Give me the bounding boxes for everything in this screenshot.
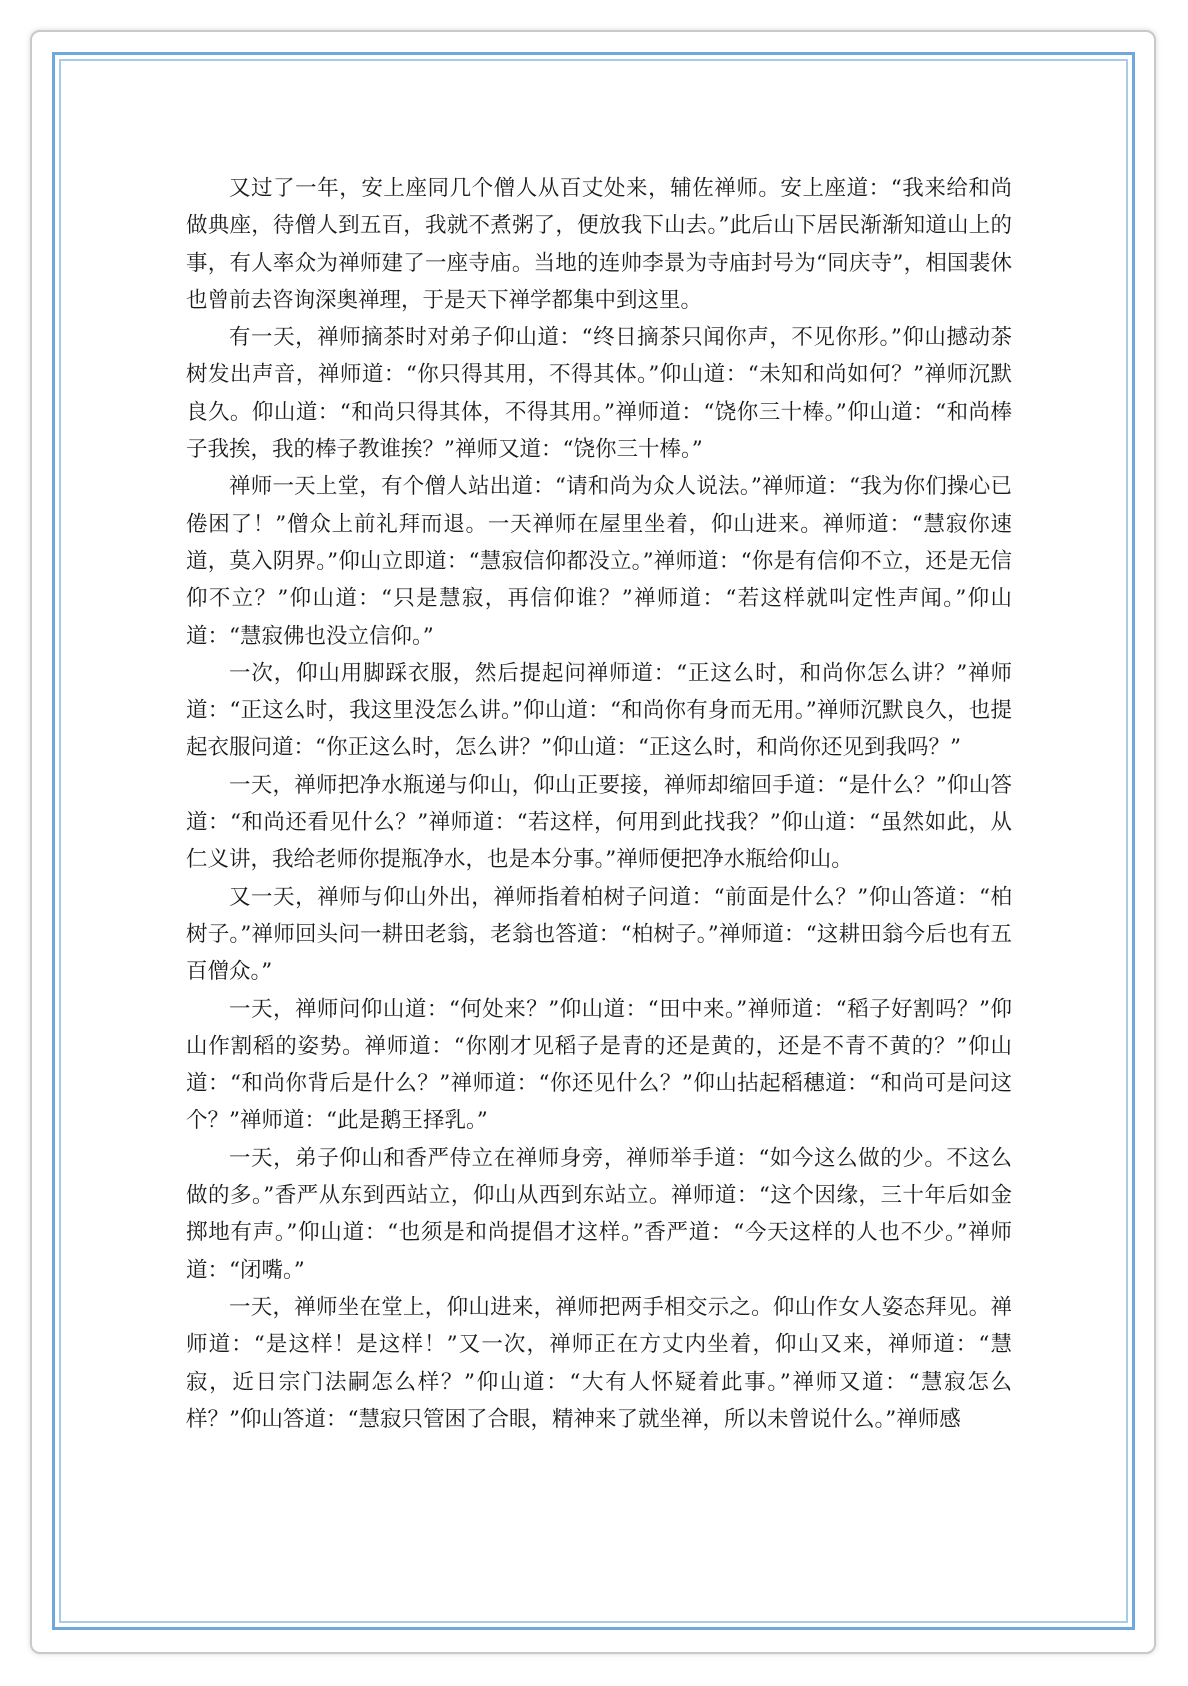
paragraph: 禅师一天上堂，有个僧人站出道：“请和尚为众人说法。”禅师道：“我为你们操心已倦困了！”僧众上前礼拜而退。一天禅师在屋里坐着，仰山进来。禅师道：“慧寂你速道，莫入阴界。”仰山立即道：“慧寂信仰都没立。”禅师道：“你是有信仰不立，还是无信仰不立？”仰山道：“只是慧寂，再信仰谁？”禅师道：“若这样就叫定性声闻。”仰山道：“慧寂佛也没立信仰。” bbox=[186, 474, 1012, 649]
paragraph: 一天，弟子仰山和香严侍立在禅师身旁，禅师举手道：“如今这么做的少。不这么做的多。”香严从东到西站立，仰山从西到东站立。禅师道：“这个因缘，三十年后如金掷地有声。”仰山道：“也须是和尚提倡才这样。”香严道：“今天这样的人也不少。”禅师道：“闭嘴。” bbox=[186, 1145, 1012, 1283]
paragraph: 又过了一年，安上座同几个僧人从百丈处来，辅佐禅师。安上座道：“我来给和尚做典座，待僧人到五百，我就不煮粥了，便放我下山去。”此后山下居民渐渐知道山上的事，有人率众为禅师建了一座寺庙。当地的连帅李景为寺庙封号为“同庆寺”，相国裴休也曾前去咨询深奥禅理，于是天下禅学都集中到这里。 bbox=[186, 176, 1012, 313]
paragraph: 一天，禅师把净水瓶递与仰山，仰山正要接，禅师却缩回手道：“是什么？”仰山答道：“和尚还看见什么？”禅师道：“若这样，何用到此找我？”仰山道：“虽然如此，从仁义讲，我给老师你提瓶净水，也是本分事。”禅师便把净水瓶给仰山。 bbox=[186, 772, 1012, 873]
paragraph: 一天，禅师坐在堂上，仰山进来，禅师把两手相交示之。仰山作女人姿态拜见。禅师道：“是这样！是这样！”又一次，禅师正在方丈内坐着，仰山又来，禅师道：“慧寂，近日宗门法嗣怎么样？”仰山道：“大有人怀疑着此事。”禅师又道：“慧寂怎么样？”仰山答道：“慧寂只管困了合眼，精神来了就坐禅，所以未曾说什么。”禅师感 bbox=[186, 1294, 1012, 1432]
paragraph: 有一天，禅师摘茶时对弟子仰山道：“终日摘茶只闻你声，不见你形。”仰山撼动茶树发出声音，禅师道：“你只得其用，不得其体。”仰山道：“未知和尚如何？”禅师沉默良久。仰山道：“和尚只得其体，不得其用。”禅师道：“饶你三十棒。”仰山道：“和尚棒子我挨，我的棒子教谁挨？”禅师又道：“饶你三十棒。” bbox=[186, 325, 1012, 463]
paragraph: 一天，禅师问仰山道：“何处来？”仰山道：“田中来。”禅师道：“稻子好割吗？”仰山作割稻的姿势。禅师道：“你刚才见稻子是青的还是黄的，还是不青不黄的？”仰山道：“和尚你背后是什么？”禅师道：“你还见什么？”仰山拈起稻穗道：“和尚可是问这个？”禅师道：“此是鹅王择乳。” bbox=[186, 996, 1012, 1134]
document-body bbox=[186, 170, 1012, 1438]
paragraph: 一次，仰山用脚踩衣服，然后提起问禅师道：“正这么时，和尚你怎么讲？”禅师道：“正这么时，我这里没怎么讲。”仰山道：“和尚你有身而无用。”禅师沉默良久，也提起衣服问道：“你正这么时，怎么讲？”仰山道：“正这么时，和尚你还见到我吗？” bbox=[186, 660, 1012, 761]
paragraph: 又一天，禅师与仰山外出，禅师指着柏树子问道：“前面是什么？”仰山答道：“柏树子。”禅师回头问一耕田老翁，老翁也答道：“柏树子。”禅师道：“这耕田翁今后也有五百僧众。” bbox=[186, 884, 1012, 985]
